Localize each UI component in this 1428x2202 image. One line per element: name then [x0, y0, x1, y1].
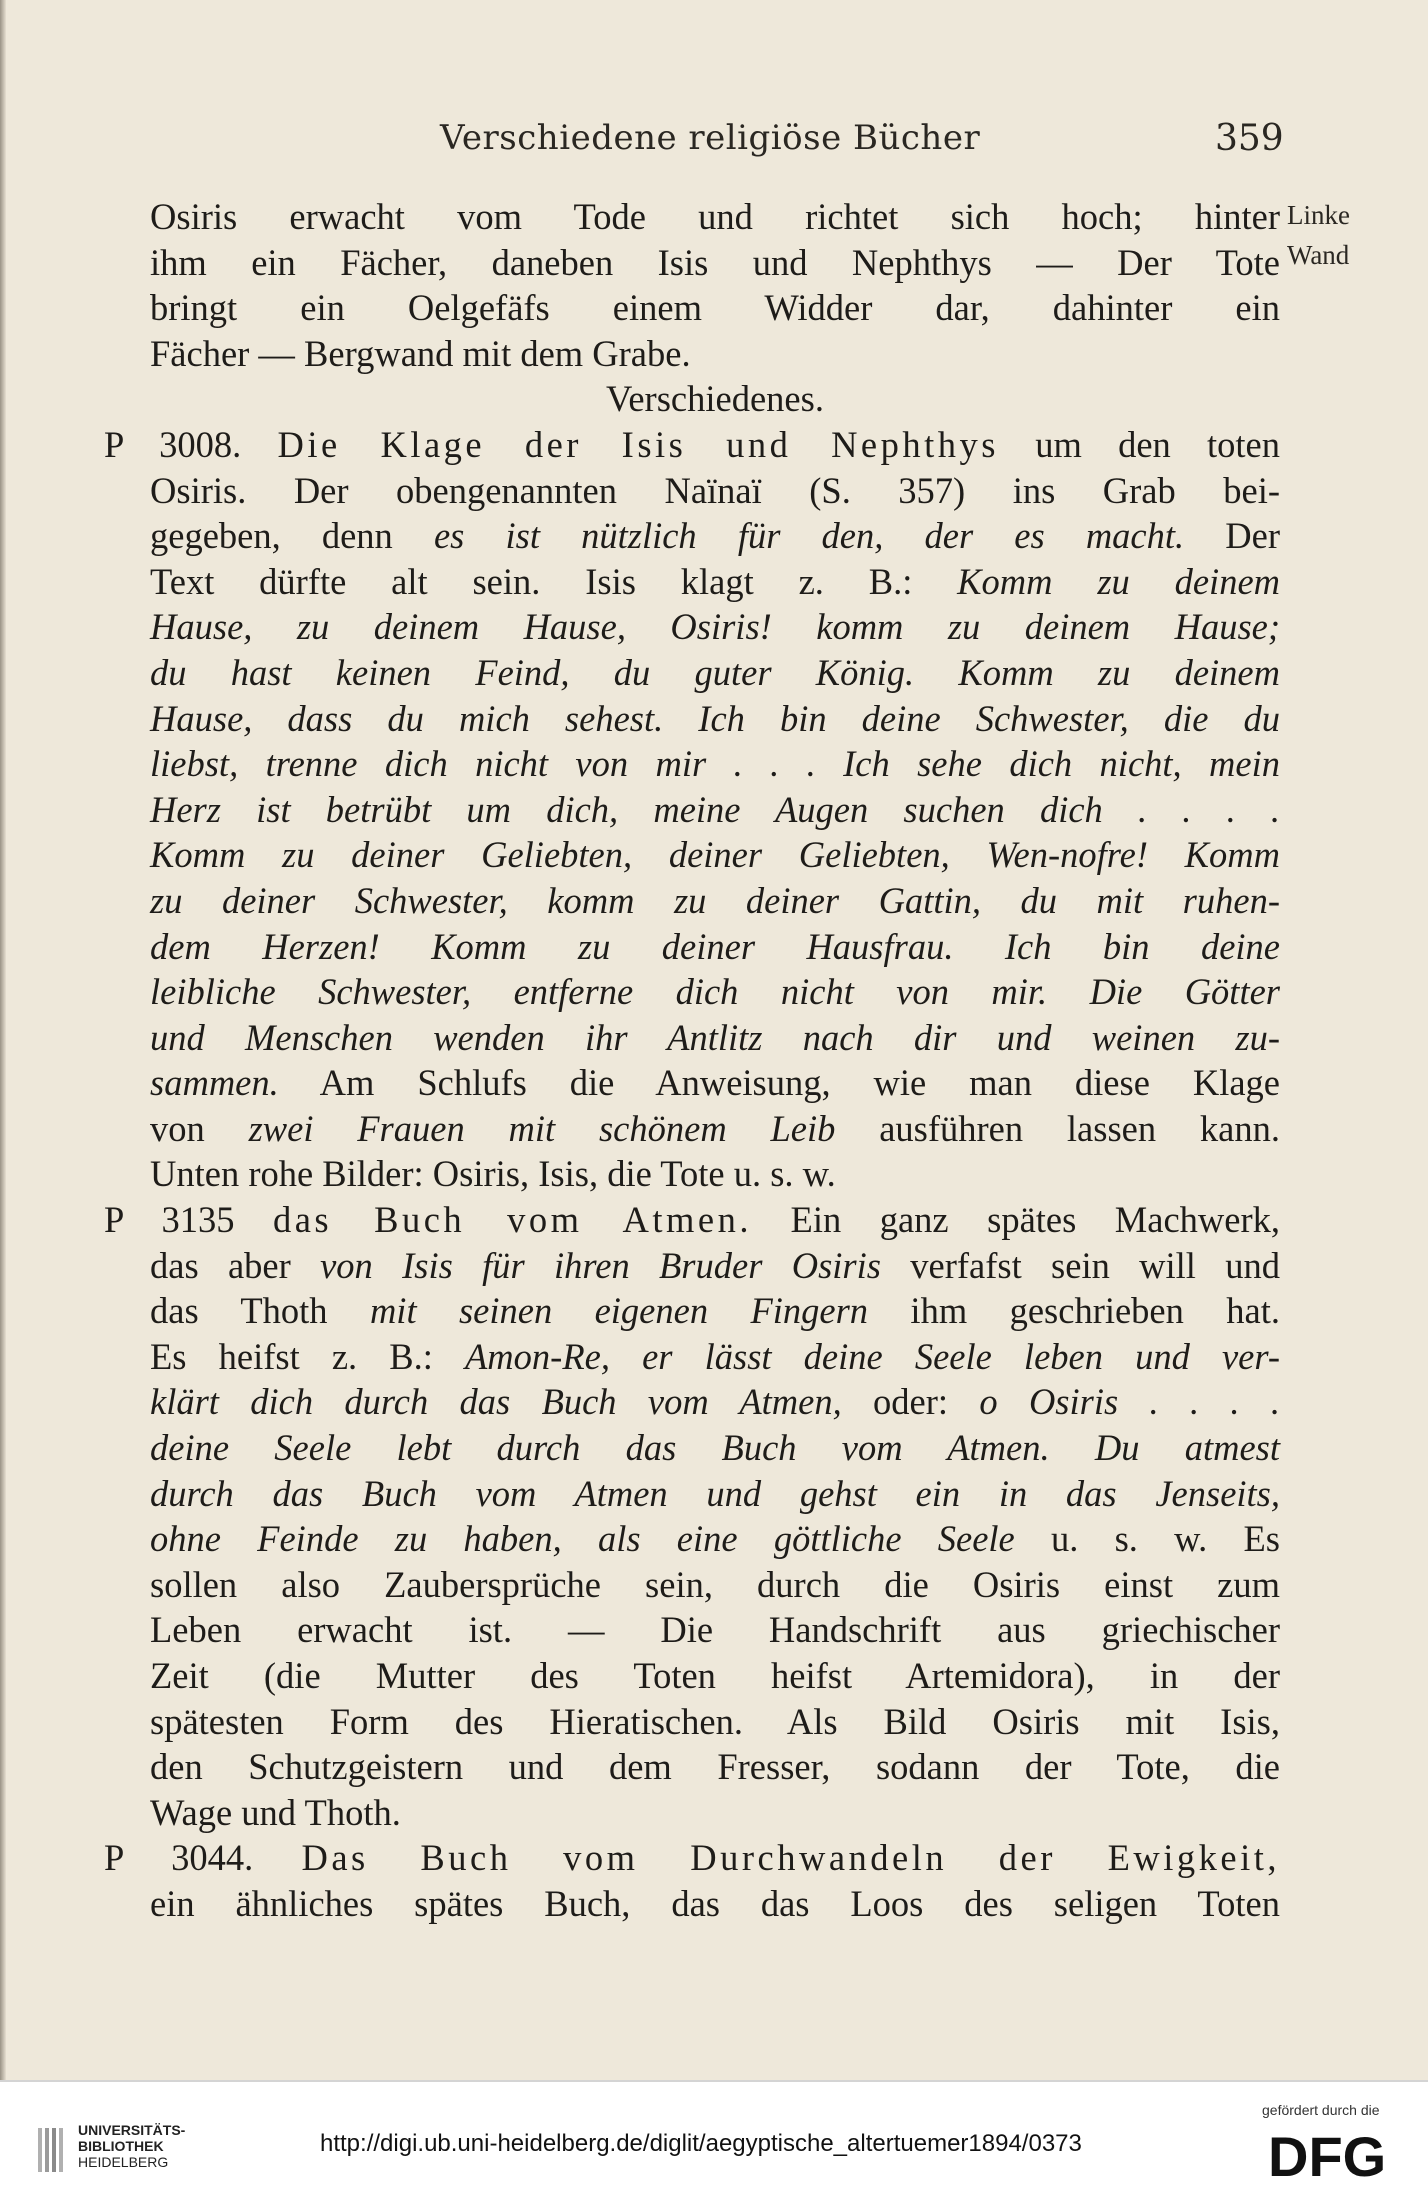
text-line — [150, 832, 1280, 878]
text-line — [150, 1562, 1280, 1608]
text-run: das Thoth — [150, 1290, 370, 1332]
text-run: Am Schlufs die Anweisung, wie man diese Klage — [278, 1062, 1280, 1104]
text-line — [104, 1197, 1280, 1243]
italic-text: Komm zu deinem — [957, 560, 1281, 602]
text-run: Zeit (die Mutter des Toten heifst Artemidora), in der — [150, 1655, 1280, 1696]
italic-text: von Isis für ihren Bruder Osiris — [320, 1244, 881, 1286]
italic-text: Hause, zu deinem Hause, Osiris! komm zu deinem Hause; — [150, 606, 1280, 648]
text-line — [150, 1334, 1280, 1380]
text-run: Ein ganz spätes Machwerk, — [752, 1199, 1281, 1241]
italic-text: durch das Buch vom Atmen und gehst ein in das Jenseits, — [150, 1472, 1280, 1514]
spaced-title-text: Die Klage der Isis und Nephthys — [277, 423, 999, 465]
dfg-logo-text: DFG — [1268, 2126, 1387, 2184]
page-number: 359 — [1215, 118, 1284, 159]
text-line — [150, 1471, 1280, 1517]
text-run: Fächer — Bergwand mit dem Grabe. — [150, 332, 691, 374]
text-line — [150, 787, 1280, 833]
text-run: gegeben, denn — [150, 515, 434, 557]
italic-text: Herz ist betrübt um dich, meine Augen suchen dich . . . . — [150, 788, 1280, 830]
text-line — [150, 1243, 1280, 1289]
text-run: Leben erwacht ist. — Die Handschrift aus griechischer — [150, 1609, 1280, 1651]
running-header: Verschiedene religiöse Bücher — [440, 118, 981, 158]
italic-text: Komm zu deiner Geliebten, deiner Geliebten, Wen-nofre! Komm — [150, 834, 1280, 876]
italic-text: Hause, dass du mich sehest. Ich bin deine Schwester, die du — [150, 697, 1280, 739]
italic-text: liebst, trenne dich nicht von mir . . . Ich sehe dich nicht, mein — [150, 743, 1280, 785]
italic-text: sammen. — [150, 1062, 279, 1104]
text-run: um den toten — [998, 423, 1280, 465]
text-line — [150, 604, 1280, 650]
margin-note-line-2: Wand — [1287, 240, 1350, 270]
text-line — [150, 1015, 1280, 1061]
italic-text: mit seinen eigenen Fingern — [369, 1290, 869, 1332]
text-run: den Schutzgeistern und dem Fresser, sodann der Tote, die — [150, 1746, 1280, 1788]
text-line — [150, 1881, 1280, 1927]
text-line — [150, 1151, 1280, 1197]
text-line — [150, 468, 1280, 514]
text-line — [150, 741, 1280, 787]
library-name-line-3: HEIDELBERG — [78, 2154, 169, 2170]
text-line — [150, 1425, 1280, 1471]
text-line — [150, 194, 1280, 240]
text-run: bringt ein Oelgefäfs einem Widder dar, dahinter ein — [150, 287, 1280, 329]
text-line — [150, 696, 1280, 742]
italic-text: o Osiris . . . . — [979, 1381, 1280, 1423]
text-run: Verschiedenes. — [606, 378, 824, 420]
text-line — [150, 376, 1280, 422]
library-name-line-1: UNIVERSITÄTS- — [78, 2122, 186, 2138]
text-line — [150, 513, 1280, 559]
text-run: oder: — [841, 1381, 980, 1423]
italic-text: ohne Feinde zu haben, als eine göttliche Seele — [150, 1518, 1015, 1560]
text-run: sollen also Zaubersprüche sein, durch die Osiris einst zum — [150, 1563, 1280, 1605]
text-line — [150, 240, 1280, 286]
text-line — [104, 422, 1280, 468]
text-line — [150, 1288, 1280, 1334]
margin-note-line-1: Linke — [1287, 200, 1350, 230]
text-run: von — [150, 1107, 249, 1149]
funding-caption: gefördert durch die — [1262, 2102, 1380, 2118]
text-run: verfafst sein will und — [880, 1244, 1280, 1286]
text-run: ein ähnliches spätes Buch, das das Loos des seligen Toten — [150, 1882, 1280, 1924]
text-line — [150, 285, 1280, 331]
italic-text: deine Seele lebt durch das Buch vom Atmen. Du atmest — [150, 1427, 1280, 1469]
italic-text: zu deiner Schwester, komm zu deiner Gattin, du mit ruhen- — [150, 879, 1280, 921]
text-run: Es heifst z. B.: — [150, 1335, 466, 1377]
source-url-link[interactable]: http://digi.ub.uni-heidelberg.de/diglit/aegyptische_altertuemer1894/0373 — [320, 2130, 1082, 2157]
dfg-logo — [1268, 2126, 1408, 2184]
italic-text: klärt dich durch das Buch vom Atmen, — [150, 1381, 842, 1423]
italic-text: dem Herzen! Komm zu deiner Hausfrau. Ich bin deine — [150, 925, 1280, 967]
text-line — [150, 1379, 1280, 1425]
text-line — [150, 924, 1280, 970]
text-line — [150, 331, 1280, 377]
italic-text: und Menschen wenden ihr Antlitz nach dir und weinen zu- — [150, 1016, 1280, 1058]
text-line — [150, 1516, 1280, 1562]
library-seal-icon — [36, 2124, 66, 2176]
text-run: u. s. w. Es — [1014, 1518, 1280, 1560]
italic-text: zwei Frauen mit schönem Leib — [248, 1107, 836, 1149]
text-run: Unten rohe Bilder: Osiris, Isis, die Tote u. s. w. — [150, 1153, 836, 1195]
text-run: ihm ein Fächer, daneben Isis und Nephthys — Der Tote — [150, 241, 1280, 283]
text-run: Text dürfte alt sein. Isis klagt z. B.: — [150, 560, 958, 602]
text-run: Osiris erwacht vom Tode und richtet sich hoch; hinter — [150, 196, 1280, 237]
text-run: P 3008. — [104, 423, 278, 465]
italic-text: du hast keinen Feind, du guter König. Komm zu deinem — [150, 651, 1280, 693]
text-run: ausführen lassen kann. — [835, 1107, 1281, 1149]
text-line — [150, 1106, 1280, 1152]
text-run: spätesten Form des Hieratischen. Als Bild Osiris mit Isis, — [150, 1700, 1280, 1742]
spaced-title-text: das Buch vom Atmen. — [272, 1199, 753, 1241]
text-run: das aber — [150, 1244, 321, 1286]
digitization-footer — [0, 2080, 1428, 2202]
text-run: Wage und Thoth. — [150, 1791, 401, 1833]
text-line — [150, 1607, 1280, 1653]
text-line — [150, 559, 1280, 605]
spaced-title-text: Das Buch vom Durchwandeln der Ewigkeit, — [301, 1837, 1281, 1879]
italic-text: leibliche Schwester, entferne dich nicht von mir. Die Götter — [150, 971, 1280, 1013]
text-run: P 3044. — [104, 1837, 302, 1879]
text-line — [150, 1653, 1280, 1699]
text-run: Der — [1184, 515, 1281, 557]
text-run: ihm geschrieben hat. — [868, 1290, 1280, 1332]
text-line — [150, 1744, 1280, 1790]
text-run: Osiris. Der obengenannten Naïnaï (S. 357) ins Grab bei- — [150, 469, 1280, 511]
text-line — [150, 1790, 1280, 1836]
italic-text: Amon-Re, er lässt deine Seele leben und ver- — [465, 1335, 1280, 1377]
italic-text: es ist nützlich für den, der es macht. — [433, 515, 1185, 557]
text-run: P 3135 — [104, 1199, 273, 1241]
text-line — [104, 1835, 1280, 1881]
text-line — [150, 1060, 1280, 1106]
text-line — [150, 969, 1280, 1015]
library-name-line-2: BIBLIOTHEK — [78, 2138, 164, 2154]
text-line — [150, 650, 1280, 696]
text-line — [150, 1699, 1280, 1745]
text-line — [150, 878, 1280, 924]
body-text — [104, 194, 1281, 1927]
